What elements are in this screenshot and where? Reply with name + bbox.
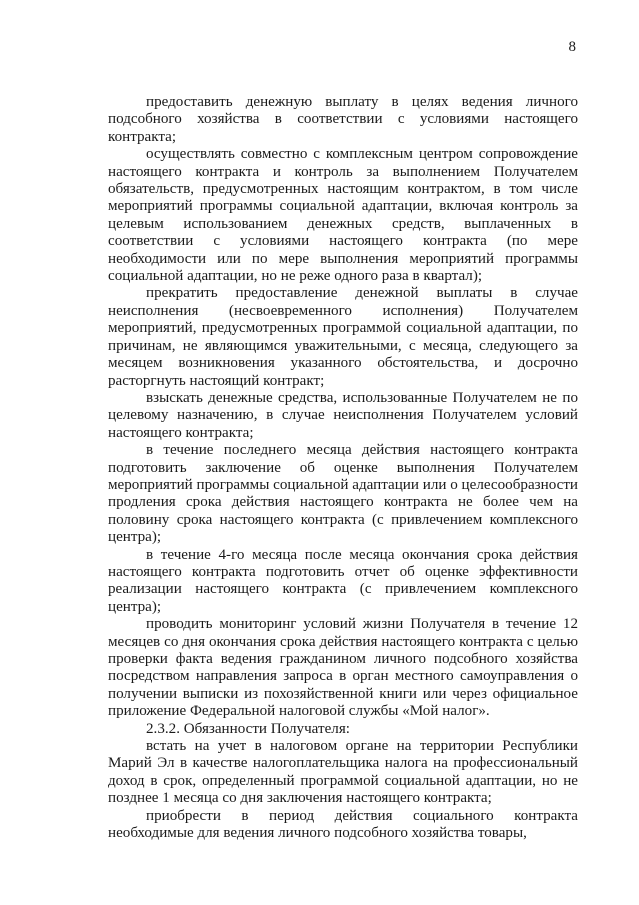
page-number: 8 (568, 39, 576, 55)
section-heading-recipient-obligations: 2.3.2. Обязанности Получателя: (146, 720, 350, 737)
paragraph-stop-payment: прекратить предоставление денежной выплаты в случае неисполнения (несвоевременного исполнения) Получателем мероприятий, предусмотренных программой социальной адаптации, по причинам, не являющимся уважительными, с месяца, следующего за месяцем возникновения указанного обстоятельства, и досрочно расторгнуть настоящий контракт; (108, 285, 578, 389)
paragraph-support-and-control: осуществлять совместно с комплексным центром сопровождение настоящего контракта и контроль за выполнением Получателем обязательств, предусмотренных настоящим контрактом, в том числе мероприятий программы социальной адаптации, включая контроль за целевым использованием денежных средств, выплаченных в соответствии с условиями настоящего контракта (по мере необходимости или по мере выполнения мероприятий программы социальной адаптации, но не реже одного раза в квартал); (108, 146, 578, 285)
paragraph-provide-payment: предоставить денежную выплату в целях ведения личного подсобного хозяйства в соответствии с условиями настоящего контракта; (108, 94, 578, 145)
paragraph-tax-registration: встать на учет в налоговом органе на территории Республики Марий Эл в качестве налогоплательщика налога на профессиональный доход в срок, определенный программой социальной адаптации, но не позднее 1 месяца со дня заключения настоящего контракта; (108, 738, 578, 807)
paragraph-efficiency-report: в течение 4-го месяца после месяца окончания срока действия настоящего контракта подготовить отчет об оценке эффективности реализации настоящего контракта (с привлечением комплексного центра); (108, 546, 578, 615)
paragraph-acquire-goods: приобрести в период действия социального контракта необходимые для ведения личного подсобного хозяйства товары, (108, 807, 578, 842)
document-body (108, 94, 578, 842)
paragraph-monitoring: проводить мониторинг условий жизни Получателя в течение 12 месяцев со дня окончания срока действия настоящего контракта с целью проверки факта ведения гражданином личного подсобного хозяйства посредством направления запроса в орган местного самоуправления о получении выписки из похозяйственной книги или через официальное приложение Федеральной налоговой службы «Мой налог». (108, 616, 578, 720)
paragraph-prepare-conclusion: в течение последнего месяца действия настоящего контракта подготовить заключение об оценке выполнения Получателем мероприятий программы социальной адаптации или о целесообразности продления срока действия настоящего контракта не более чем на половину срока настоящего контракта (с привлечением комплексного центра); (108, 442, 578, 546)
paragraph-recover-funds: взыскать денежные средства, использованные Получателем не по целевому назначению, в случае неисполнения Получателем условий настоящего контракта; (108, 389, 578, 441)
